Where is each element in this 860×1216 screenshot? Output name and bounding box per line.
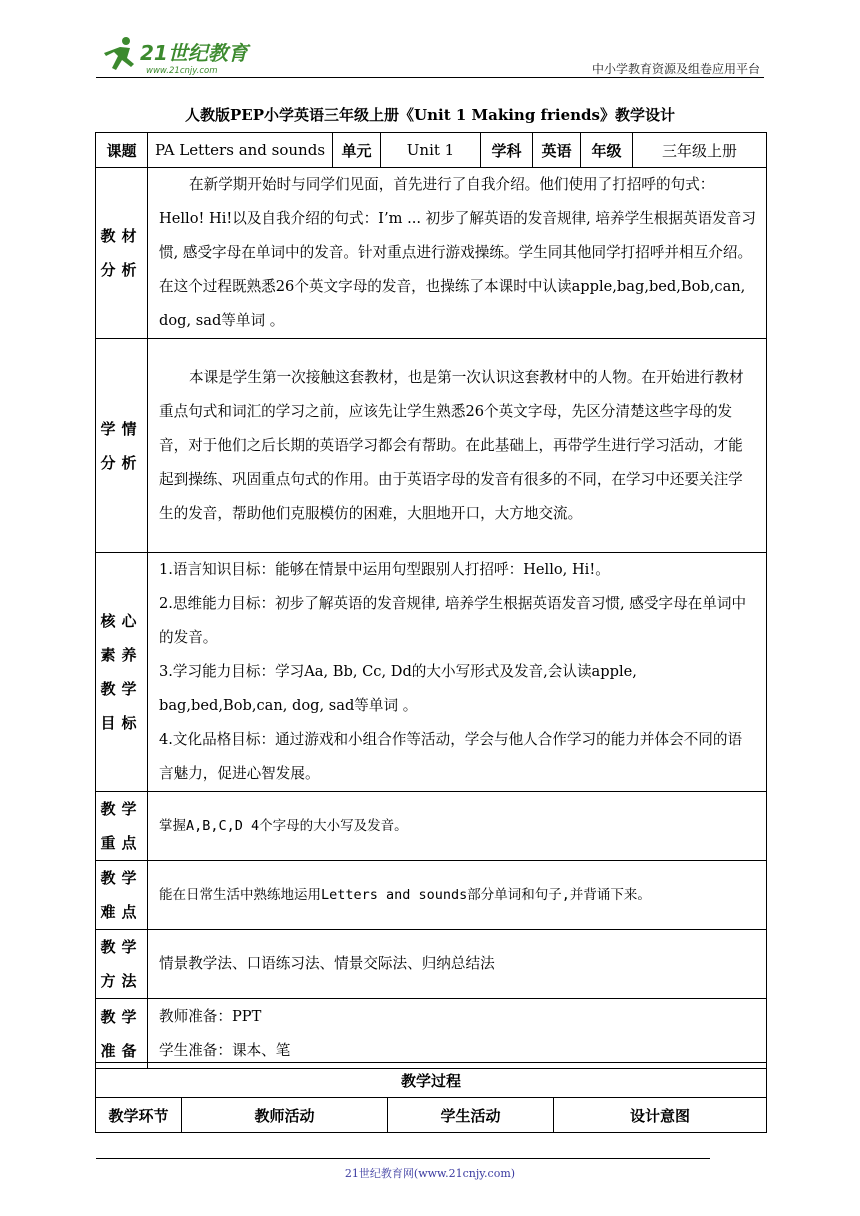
goal-item: 4.文化品格目标：通过游戏和小组合作等活动，学会与他人合作学习的能力并体会不同的语言魅力，促进心智发展。 — [159, 731, 743, 782]
teaching-process-table — [95, 1062, 767, 1133]
preparation-row — [96, 999, 767, 1069]
platform-name: 中小学教育资源及组卷应用平台 — [591, 62, 760, 76]
info-row — [96, 133, 767, 168]
core-goals-label: 核心 素养 教学 目标 — [96, 553, 148, 792]
textbook-analysis-row — [96, 168, 767, 339]
core-goals-list — [148, 553, 767, 792]
subject-value: 英语 — [533, 133, 581, 168]
preparation-text — [148, 999, 767, 1069]
process-header-row — [96, 1098, 767, 1133]
column-header: 设计意图 — [554, 1098, 767, 1133]
unit-value: Unit 1 — [381, 133, 481, 168]
grade-label: 年级 — [581, 133, 633, 168]
student-analysis-row — [96, 339, 767, 553]
teaching-process-title: 教学过程 — [96, 1063, 767, 1098]
column-header: 教学环节 — [96, 1098, 182, 1133]
difficulties-label: 教学 难点 — [96, 861, 148, 930]
lesson-value: PA Letters and sounds — [148, 133, 333, 168]
column-header: 教师活动 — [182, 1098, 388, 1133]
textbook-analysis-text: 在新学期开始时与同学们见面，首先进行了自我介绍。他们使用了打招呼的句式：Hello! Hi!以及自我介绍的句式：I’m ... 初步了解英语的发音规律, 培养学生根据英语发音习惯, 感受字母在单词中的发音。针对重点进行游戏操练。学生同其他同学打招呼并相互介绍。在这个过程既熟悉26个英文字母的发音，也操练了本课时中认读apple,bag,bed,Bob,can, dog, sad等单词 。 — [148, 168, 767, 339]
textbook-analysis-label: 教材 分析 — [96, 168, 148, 339]
grade-value: 三年级上册 — [633, 133, 767, 168]
subject-label: 学科 — [481, 133, 533, 168]
goal-item: 3.学习能力目标：学习Aa, Bb, Cc, Dd的大小写形式及发音,会认读apple, bag,bed,Bob,can, dog, sad等单词 。 — [159, 663, 637, 714]
student-preparation: 学生准备：课本、笔 — [159, 1041, 291, 1059]
column-header: 学生活动 — [388, 1098, 554, 1133]
methods-text: 情景教学法、口语练习法、情景交际法、归纳总结法 — [148, 930, 767, 999]
difficulties-row — [96, 861, 767, 930]
unit-label: 单元 — [333, 133, 381, 168]
methods-label: 教学 方法 — [96, 930, 148, 999]
difficulties-text: 能在日常生活中熟练地运用Letters and sounds部分单词和句子,并背诵下来。 — [148, 861, 767, 930]
core-goals-row — [96, 553, 767, 792]
footer-text: 21世纪教育网(www.21cnjy.com) — [344, 1167, 516, 1180]
runner-icon — [104, 37, 134, 70]
site-logo — [96, 34, 266, 80]
footer-divider — [96, 1158, 710, 1159]
key-points-label: 教学 重点 — [96, 792, 148, 861]
logo-text: 21世纪教育 — [140, 41, 248, 65]
methods-row — [96, 930, 767, 999]
goal-item: 2.思维能力目标：初步了解英语的发音规律, 培养学生根据英语发音习惯, 感受字母在单词中的发音。 — [159, 595, 747, 646]
student-analysis-text: 本课是学生第一次接触这套教材，也是第一次认识这套教材中的人物。在开始进行教材重点句式和词汇的学习之前，应该先让学生熟悉26个英文字母，先区分清楚这些字母的发音，对于他们之后长期的英语学习都会有帮助。在此基础上，再带学生进行学习活动，才能起到操练、巩固重点句式的作用。由于英语字母的发音有很多的不同，在学习中还要关注学生的发音，帮助他们克服模仿的困难，大胆地开口，大方地交流。 — [148, 339, 767, 553]
document-title: 人教版PEP小学英语三年级上册《Unit 1 Making friends》教学设计 — [185, 106, 675, 124]
key-points-row — [96, 792, 767, 861]
student-analysis-label: 学情 分析 — [96, 339, 148, 553]
teacher-preparation: 教师准备：PPT — [159, 1007, 262, 1025]
goal-item: 1.语言知识目标：能够在情景中运用句型跟别人打招呼：Hello, Hi!。 — [159, 561, 610, 578]
lesson-plan-table — [95, 132, 767, 1069]
preparation-label: 教学 准备 — [96, 999, 148, 1069]
key-points-text: 掌握A,B,C,D 4个字母的大小写及发音。 — [148, 792, 767, 861]
logo-url: www.21cnjy.com — [146, 66, 218, 76]
lesson-label: 课题 — [96, 133, 148, 168]
header-divider — [96, 77, 764, 78]
